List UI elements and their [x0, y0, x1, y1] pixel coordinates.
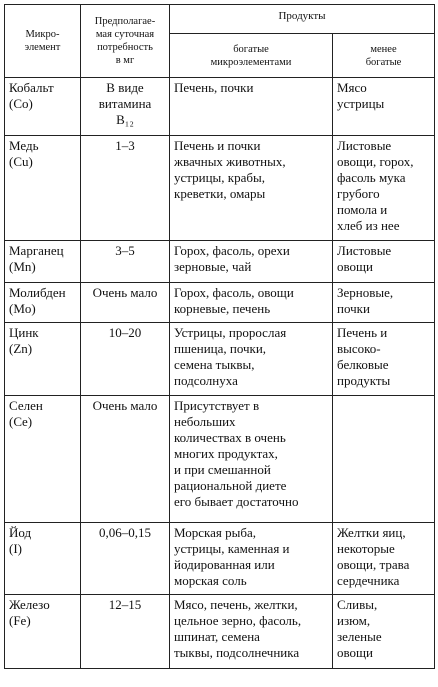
cell-need: 1–3 [81, 136, 170, 241]
table-row [5, 283, 435, 323]
cell-less: Зерновые, почки [333, 283, 435, 323]
cell-rich: Мясо, печень, желтки, цельное зерно, фасоль, шпинат, семена тыквы, подсолнечника [170, 595, 333, 669]
cell-element: Медь (Cu) [5, 136, 81, 241]
cell-less [333, 396, 435, 523]
cell-need: 10–20 [81, 323, 170, 396]
header-products: Продукты [170, 5, 435, 34]
cell-element: Цинк (Zn) [5, 323, 81, 396]
cell-rich: Устрицы, пророслая пшеница, почки, семена тыквы, подсолнуха [170, 323, 333, 396]
cell-need: 12–15 [81, 595, 170, 669]
cell-rich: Горох, фасоль, овощи корневые, печень [170, 283, 333, 323]
header-element: Микро- элемент [5, 5, 81, 78]
header-less-rich-products: менее богатые [333, 34, 435, 78]
cell-element: Селен (Ce) [5, 396, 81, 523]
table-row [5, 396, 435, 523]
cell-less: Сливы, изюм, зеленые овощи [333, 595, 435, 669]
cell-element: Кобальт (Co) [5, 78, 81, 136]
cell-less: Листовые овощи [333, 241, 435, 283]
cell-less: Мясо устрицы [333, 78, 435, 136]
cell-need: 3–5 [81, 241, 170, 283]
cell-need: 0,06–0,15 [81, 523, 170, 595]
cell-element: Железо (Fe) [5, 595, 81, 669]
cell-rich: Печень и почки жвачных животных, устрицы, крабы, креветки, омары [170, 136, 333, 241]
cell-need: Очень мало [81, 283, 170, 323]
cell-element: Молибден (Mo) [5, 283, 81, 323]
cell-element: Марганец (Mn) [5, 241, 81, 283]
cell-element: Йод (I) [5, 523, 81, 595]
cell-less: Печень и высоко- белковые продукты [333, 323, 435, 396]
cell-rich: Присутствует в небольших количествах в очень многих продуктах, и при смешанной рациональной диете его бывает достаточно [170, 396, 333, 523]
cell-need: Очень мало [81, 396, 170, 523]
table-row [5, 241, 435, 283]
table-row [5, 595, 435, 669]
header-rich-products: богатые микроэлементами [170, 34, 333, 78]
table-row [5, 136, 435, 241]
table-row [5, 78, 435, 136]
cell-less: Желтки яиц, некоторые овощи, трава сердечника [333, 523, 435, 595]
cell-rich: Печень, почки [170, 78, 333, 136]
table-row [5, 523, 435, 595]
cell-rich: Горох, фасоль, орехи зерновые, чай [170, 241, 333, 283]
cell-rich: Морская рыба, устрицы, каменная и йодированная или морская соль [170, 523, 333, 595]
table-row [5, 323, 435, 396]
cell-need: В виде витамина B₁₂ [81, 78, 170, 136]
microelements-table [4, 4, 435, 669]
cell-less: Листовые овощи, горох, фасоль мука грубого помола и хлеб из нее [333, 136, 435, 241]
header-daily-need: Предполагае- мая суточная потребность в мг [81, 5, 170, 78]
